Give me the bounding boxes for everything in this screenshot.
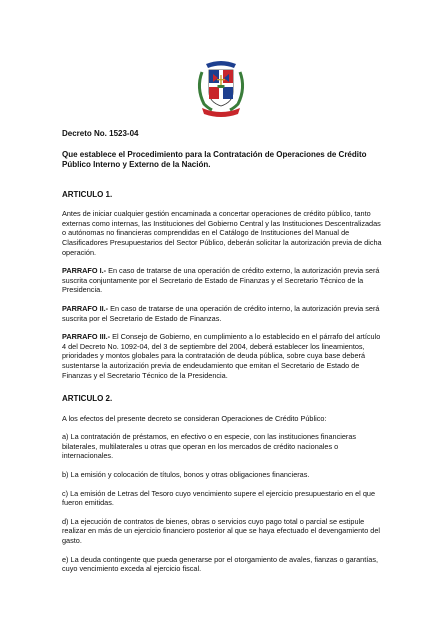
paragraph-text: El Consejo de Gobierno, en cumplimiento a lo establecido en el párrafo del artículo 4 del Decreto No. 1092-04, del 3 de septiembre del 2004, deberá establecer los lineamientos, prioridades y montos globales para la contratación de deuda pública, sobre cuya base deberá sustentarse la autorización previa de endeudamiento que emitan el Secretario de Estado de Finanzas y el Secretario Técnico de la Presidencia.	[62, 332, 381, 380]
article-2-item-b: b) La emisión y colocación de títulos, bonos y otras obligaciones financieras.	[62, 470, 310, 480]
article-1-heading: ARTICULO 1.	[62, 189, 113, 199]
article-2-item-e: e) La deuda contingente que pueda generarse por el otorgamiento de avales, fianzas o garantías, cuyo vencimiento exceda al ejercicio fiscal.	[62, 554, 379, 574]
article-2-intro: A los efectos del presente decreto se consideran Operaciones de Crédito Público:	[62, 413, 327, 423]
decree-subtitle: Que establece el Procedimiento para la Contratación de Operaciones de Crédito Público Interno y Externo de la Nación.	[62, 149, 367, 169]
paragraph-text: En caso de tratarse de una operación de crédito externo, la autorización previa será suscrita conjuntamente por el Secretario de Estado de Finanzas y el Secretario Técnico de la Presidencia.	[62, 266, 380, 295]
article-2-item-a: a) La contratación de préstamos, en efectivo o en especie, con las instituciones financieras bilaterales, multilaterales u otras que operan en los mercados de crédito nacionales o internacionales.	[62, 432, 357, 461]
article-1-paragraph-2	[62, 304, 382, 323]
article-2-item-d: d) La ejecución de contratos de bienes, obras o servicios cuyo pago total o parcial se estipule realizar en más de un ejercicio financiero posterior al que se haya efectuado el devengamiento del gasto.	[62, 516, 381, 546]
paragraph-label: PARRAFO II.-	[62, 303, 109, 313]
decree-title: Decreto No. 1523-04	[62, 129, 139, 138]
paragraph-label: PARRAFO III.-	[62, 332, 111, 342]
decree-body	[62, 129, 382, 583]
article-1-paragraph-3	[62, 332, 382, 380]
article-1-intro: Antes de iniciar cualquier gestión encaminada a concertar operaciones de crédito público, tanto externas como internas, las Instituciones del Gobierno Central y las Instituciones Descentralizadas o autónomas no financieras comprendidas en el Catálogo de Instituciones del Manual de Clasificadores Presupuestarios del Sector Público, deberán solicitar la autorización previa de dicha operación.	[62, 209, 382, 257]
article-1-paragraph-1	[62, 266, 382, 295]
paragraph-text: En caso de tratarse de una operación de crédito interno, la autorización previa será suscrita por el Secretario de Estado de Finanzas.	[62, 303, 380, 323]
coat-of-arms-icon	[194, 58, 248, 118]
paragraph-label: PARRAFO I.-	[62, 266, 107, 276]
article-2-item-c: c) La emisión de Letras del Tesoro cuyo vencimiento supere el ejercicio presupuestario en el que fueron emitidas.	[62, 488, 375, 508]
article-2-heading: ARTICULO 2.	[62, 394, 113, 404]
